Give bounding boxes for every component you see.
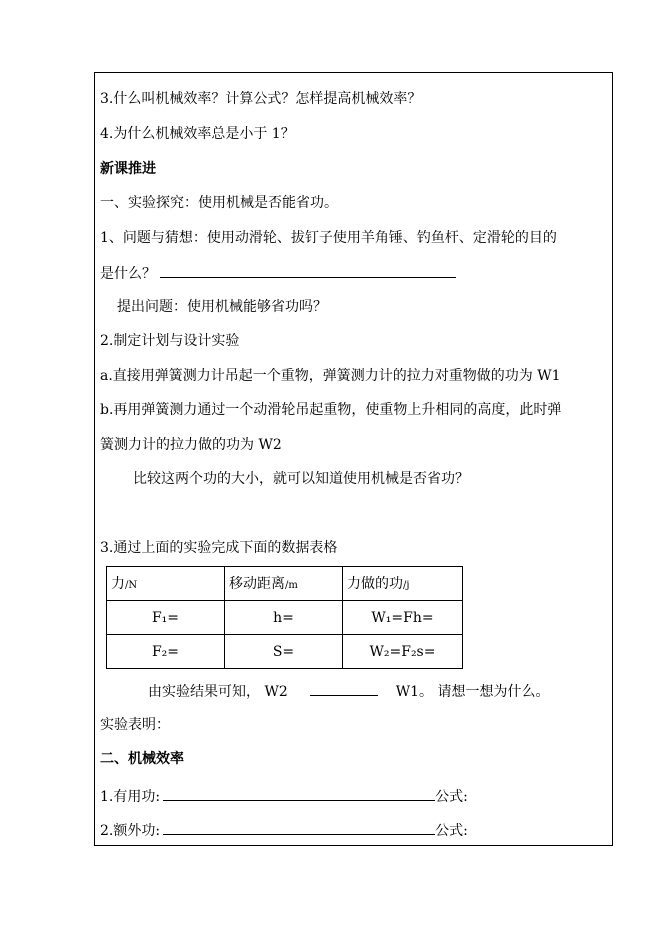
experiment-shows: 实验表明： bbox=[100, 717, 170, 733]
table-cell[interactable]: h= bbox=[225, 601, 343, 635]
section-1-title: 一、实验探究：使用机械是否能省功。 bbox=[100, 195, 338, 211]
raise-question: 提出问题：使用机械能够省功吗？ bbox=[117, 299, 327, 315]
problem-guess-line1: 1、问题与猜想：使用动滑轮、拔钉子使用羊角锤、钓鱼杆、定滑轮的目的 bbox=[100, 230, 557, 246]
useful-work-blank[interactable] bbox=[163, 786, 435, 801]
header-distance: 移动距离/m bbox=[225, 567, 343, 601]
extra-work-blank[interactable] bbox=[163, 820, 435, 835]
result-line bbox=[148, 681, 550, 701]
extra-work-line bbox=[100, 820, 468, 840]
table-cell[interactable]: F₂= bbox=[107, 635, 225, 669]
compare-text: 比较这两个功的大小，就可以知道使用机械是否省功？ bbox=[133, 471, 469, 487]
table-cell[interactable]: F₁= bbox=[107, 601, 225, 635]
table-row bbox=[107, 601, 463, 635]
step-b-line1: b.再用弹簧测力通过一个动滑轮吊起重物，使重物上升相同的高度，此时弹 bbox=[100, 402, 562, 418]
useful-work-line bbox=[100, 786, 468, 806]
extra-work-label: 2.额外功: bbox=[100, 823, 161, 839]
question-3: 3.什么叫机械效率？计算公式？怎样提高机械效率？ bbox=[100, 91, 422, 107]
result-text-a: 由实验结果可知， W2 bbox=[148, 684, 288, 700]
table-cell[interactable]: W₂=F₂s= bbox=[343, 635, 463, 669]
problem-guess-text: 是什么？ bbox=[100, 266, 156, 282]
table-cell[interactable]: S= bbox=[225, 635, 343, 669]
header-work: 力做的功/j bbox=[343, 567, 463, 601]
result-text-b: W1。 请想一想为什么。 bbox=[395, 684, 550, 700]
table-row bbox=[107, 635, 463, 669]
section-2-title: 二、机械效率 bbox=[100, 751, 184, 767]
table-cell[interactable]: W₁=Fh= bbox=[343, 601, 463, 635]
table-header-row bbox=[107, 567, 463, 601]
comparison-blank[interactable] bbox=[310, 681, 378, 696]
page-frame bbox=[94, 72, 613, 846]
new-lesson-heading: 新课推进 bbox=[100, 161, 156, 177]
data-table bbox=[106, 566, 463, 669]
table-instruction: 3.通过上面的实验完成下面的数据表格 bbox=[100, 540, 338, 556]
problem-guess-line2 bbox=[100, 263, 456, 283]
header-force: 力/N bbox=[107, 567, 225, 601]
step-b-line2: 簧测力计的拉力做的功为 W2 bbox=[100, 437, 282, 453]
extra-formula-label: 公式: bbox=[435, 823, 468, 839]
useful-formula-label: 公式: bbox=[435, 789, 468, 805]
plan-heading: 2.制定计划与设计实验 bbox=[100, 333, 240, 349]
step-a: a.直接用弹簧测力计吊起一个重物，弹簧测力计的拉力对重物做的功为 W1 bbox=[100, 368, 561, 384]
question-4: 4.为什么机械效率总是小于 1？ bbox=[100, 126, 295, 142]
answer-blank[interactable] bbox=[160, 263, 456, 278]
useful-work-label: 1.有用功: bbox=[100, 789, 161, 805]
